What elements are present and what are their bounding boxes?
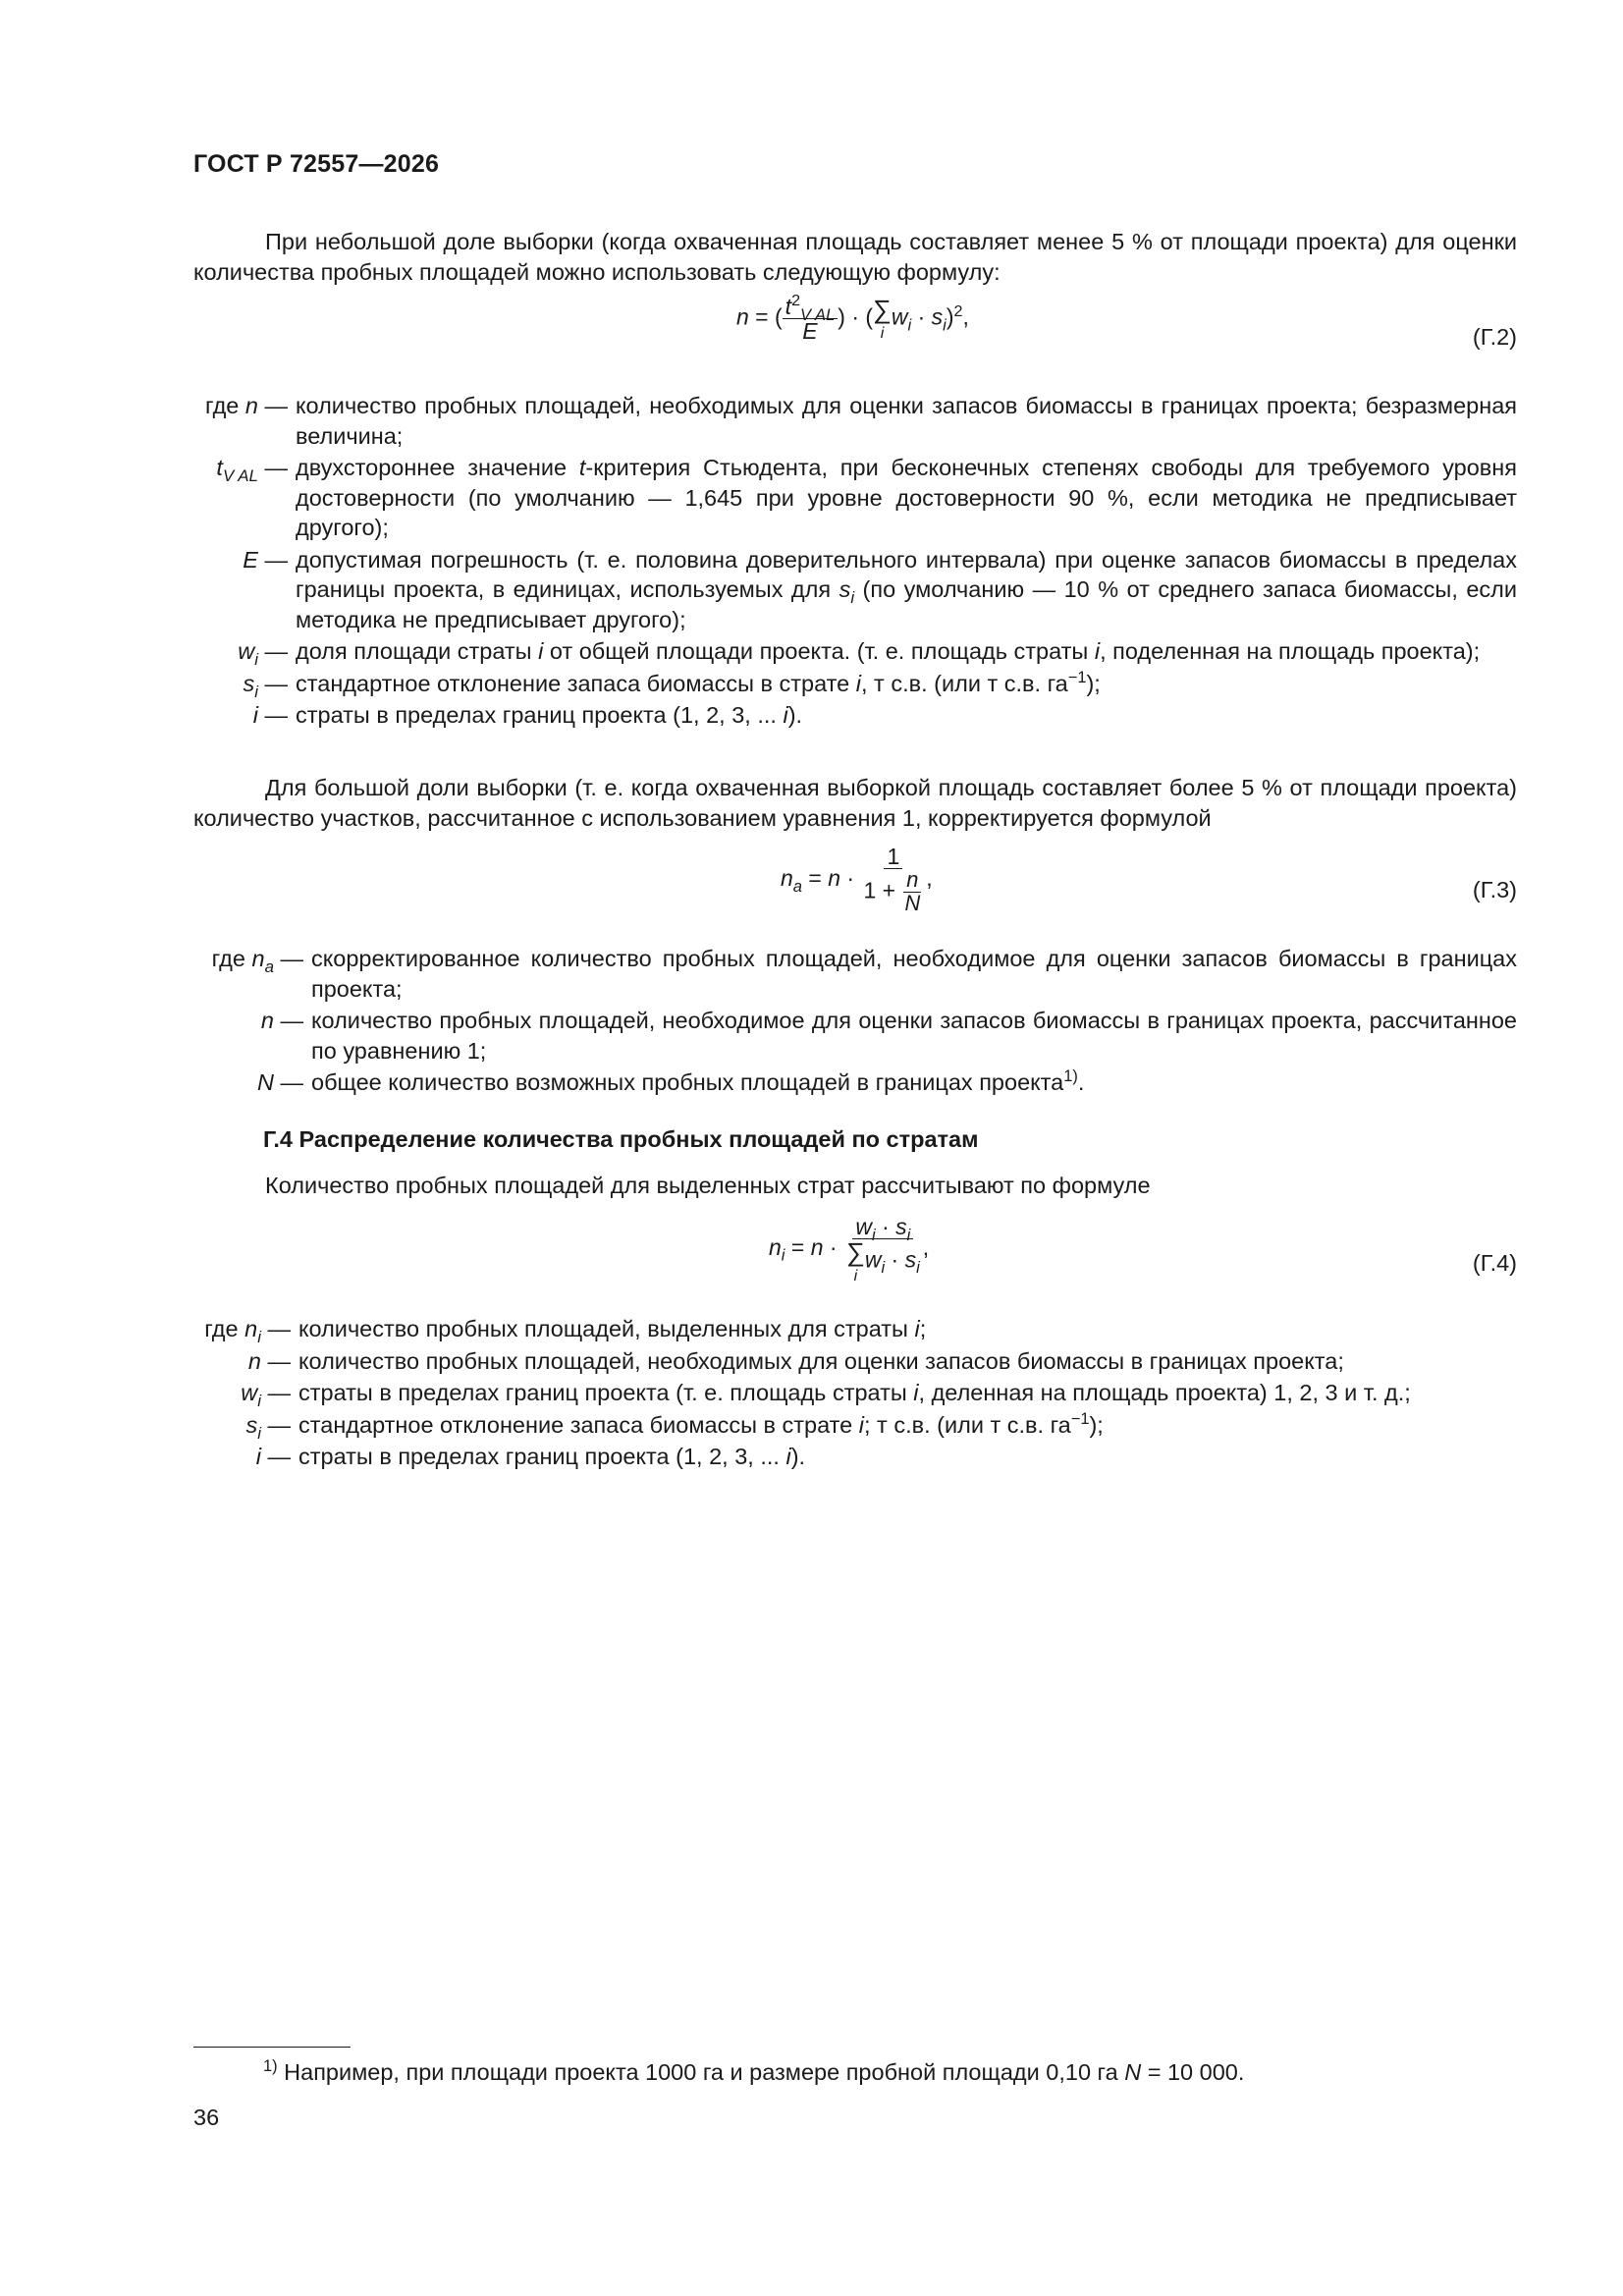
definition-row: i — страты в пределах границ проекта (1, 2, 3, ... i). — [255, 1444, 806, 1469]
definition-row: $w_i$ — страты в пределах границ проекта (т. е. площадь страты i, деленная на площадь проекта) 1, 2, 3 и т. д.; — [241, 1380, 1411, 1410]
definition-row: где $n_a$ — скорректированное количество пробных площадей, необходимое для оценки запасов биомассы в границах проекта; — [211, 946, 1517, 1002]
definition-row: где $n_i$ — количество пробных площадей, выделенных для страты i; — [204, 1316, 927, 1346]
definitions-g2 — [193, 391, 1517, 733]
definitions-g3 — [193, 944, 1517, 1100]
intro-paragraph: При небольшой доле выборки (когда охваченная площадь составляет менее 5 % от площади проекта) для оценки количества пробных площадей можно использовать следующую формулу: — [193, 229, 1517, 285]
definition-row: где n — количество пробных площадей, необходимых для оценки запасов биомассы в границах проекта; безразмерная величина; — [205, 393, 1517, 449]
definition-row: n — количество пробных площадей, необходимое для оценки запасов биомассы в границах проекта, рассчитанное по уравнению 1; — [260, 1008, 1517, 1064]
document-header: ГОСТ Р 72557—2026 — [193, 150, 440, 178]
definition-row: i — страты в пределах границ проекта (1, 2, 3, ... i). — [252, 702, 803, 728]
definitions-g4 — [193, 1314, 1517, 1474]
definition-row: $s_i$ — стандартное отклонение запаса биомассы в страте i, т с.в. (или т с.в. $га^{-1}$); — [243, 668, 1101, 701]
equation-number-g2: (Г.2) — [1472, 324, 1517, 350]
section-heading: Г.4 Распределение количества пробных площадей по стратам — [263, 1126, 979, 1152]
equation-number-g4: (Г.4) — [1472, 1250, 1517, 1276]
definition-row: E — допустимая погрешность (т. е. половина доверительного интервала) при оценке запасов биомассы в пределах границы проекта, в единицах, используемых для $s_i$ (по умолчанию — 10 % от среднего запаса биомассы, если методика не предписывает другого); — [243, 546, 1517, 632]
definition-row: n — количество пробных площадей, необходимых для оценки запасов биомассы в границах проекта; — [247, 1347, 1344, 1374]
definition-row: $s_i$ — стандартное отклонение запаса биомассы в страте i; т с.в. (или т с.в. $га^{-1}$); — [245, 1409, 1104, 1443]
definition-row: N — общее количество возможных пробных площадей в границах проекта$^{1)}$. — [256, 1066, 1085, 1095]
formula-g2: n = ( $\frac{t^2_{V AL}}{E}$ ) · ( ∑ i $w_i \cdot s_i)^2$, — [736, 292, 969, 345]
footnote: $^{1)}$ Например, при площади проекта 1000 га и размере пробной площади 0,10 га N = 10 000. — [263, 2056, 1245, 2085]
formula-g3: $n_a = n$ · 1 1 + $\frac{n}{N}$ , — [781, 844, 933, 916]
equation-number-g3: (Г.3) — [1472, 877, 1517, 902]
formula-g4: $n_i = n$ · $w_i \cdot s_i$ ∑ i $w_i \cdot s_i$ , — [769, 1214, 930, 1285]
definition-row: $w_i$ — доля площади страты i от общей площади проекта. (т. е. площадь страты i, поделенная на площадь проекта); — [238, 638, 1481, 669]
paragraph-distribution: Количество пробных площадей для выделенных страт рассчитывают по формуле — [265, 1173, 1151, 1198]
definition-row: $t_{V AL}$ — двухстороннее значение t-критерия Стьюдента, при бесконечных степенях свободы для требуемого уровня достоверности (по умолчанию — 1,645 при уровне достоверности 90 %, если методика не предписывает другого); — [216, 455, 1517, 540]
paragraph-large-sample: Для большой доли выборки (т. е. когда охваченная выборкой площадь составляет более 5 % от площади проекта) количество участков, рассчитанное с использованием уравнения 1, корректируется формулой — [193, 775, 1517, 831]
footnote-separator — [193, 2047, 351, 2048]
page-number: 36 — [193, 2105, 220, 2130]
